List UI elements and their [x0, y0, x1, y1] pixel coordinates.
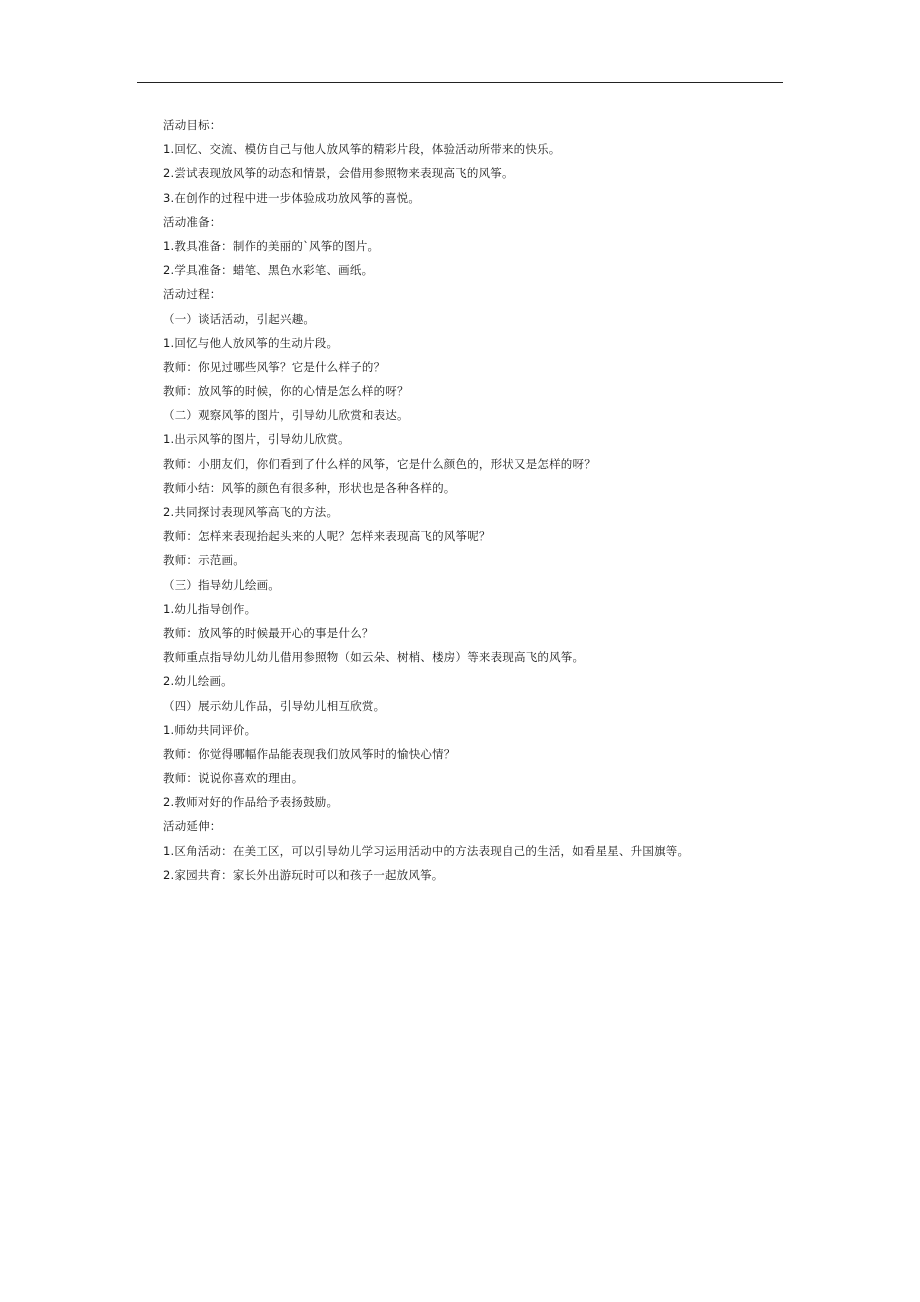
text-line: 3.在创作的过程中进一步体验成功放风筝的喜悦。: [163, 190, 421, 205]
text-line: 教师：放风筝的时候，你的心情是怎么样的呀？: [163, 384, 409, 399]
text-line: 1.回忆、交流、模仿自己与他人放风筝的精彩片段，体验活动所带来的快乐。: [163, 142, 561, 157]
document-body: [163, 113, 763, 887]
text-line: 2.尝试表现放风筝的动态和情景，会借用参照物来表现高飞的风筝。: [163, 166, 514, 181]
section-heading-goals: 活动目标：: [163, 118, 222, 132]
text-line: 2.家园共育：家长外出游玩时可以和孩子一起放风筝。: [163, 867, 444, 882]
text-line: 教师：示范画。: [163, 553, 245, 568]
text-line: （四）展示幼儿作品，引导幼儿相互欣赏。: [163, 698, 386, 713]
text-line: 教师：说说你喜欢的理由。: [163, 771, 304, 786]
text-line: 1.回忆与他人放风筝的生动片段。: [163, 335, 339, 350]
text-line: 2.学具准备：蜡笔、黑色水彩笔、画纸。: [163, 263, 374, 278]
text-line: 教师小结：风筝的颜色有很多种，形状也是各种各样的。: [163, 480, 456, 495]
text-line: 教师：你见过哪些风筝？它是什么样子的？: [163, 359, 386, 374]
text-line: 1.出示风筝的图片，引导幼儿欣赏。: [163, 432, 350, 447]
text-line: （三）指导幼儿绘画。: [163, 577, 280, 592]
header-rule: [137, 82, 783, 83]
text-line: 1.师幼共同评价。: [163, 722, 257, 737]
text-line: 教师：小朋友们，你们看到了什么样的风筝，它是什么颜色的，形状又是怎样的呀？: [163, 456, 596, 471]
text-line: 2.共同探讨表现风筝高飞的方法。: [163, 505, 339, 519]
section-heading-extension: 活动延伸：: [163, 819, 222, 834]
section-heading-process: 活动过程：: [163, 287, 222, 302]
text-line: （一）谈话活动，引起兴趣。: [163, 311, 316, 326]
text-line: 教师：你觉得哪幅作品能表现我们放风筝时的愉快心情？: [163, 746, 456, 761]
text-line: 2.幼儿绘画。: [163, 674, 233, 689]
text-line: 1.幼儿指导创作。: [163, 601, 257, 616]
text-line: 2.教师对好的作品给予表扬鼓励。: [163, 795, 339, 810]
text-line: （二）观察风筝的图片，引导幼儿欣赏和表达。: [163, 408, 409, 423]
text-line: 1.教具准备：制作的美丽的`风筝的图片。: [163, 238, 380, 253]
section-heading-preparation: 活动准备：: [163, 214, 222, 229]
text-line: 教师重点指导幼儿幼儿借用参照物（如云朵、树梢、楼房）等来表现高飞的风筝。: [163, 650, 585, 665]
text-line: 教师：怎样来表现抬起头来的人呢？怎样来表现高飞的风筝呢？: [163, 529, 491, 544]
text-line: 1.区角活动：在美工区，可以引导幼儿学习运用活动中的方法表现自己的生活，如看星星、升国旗等。: [163, 843, 690, 858]
text-line: 教师：放风筝的时候最开心的事是什么？: [163, 625, 374, 640]
